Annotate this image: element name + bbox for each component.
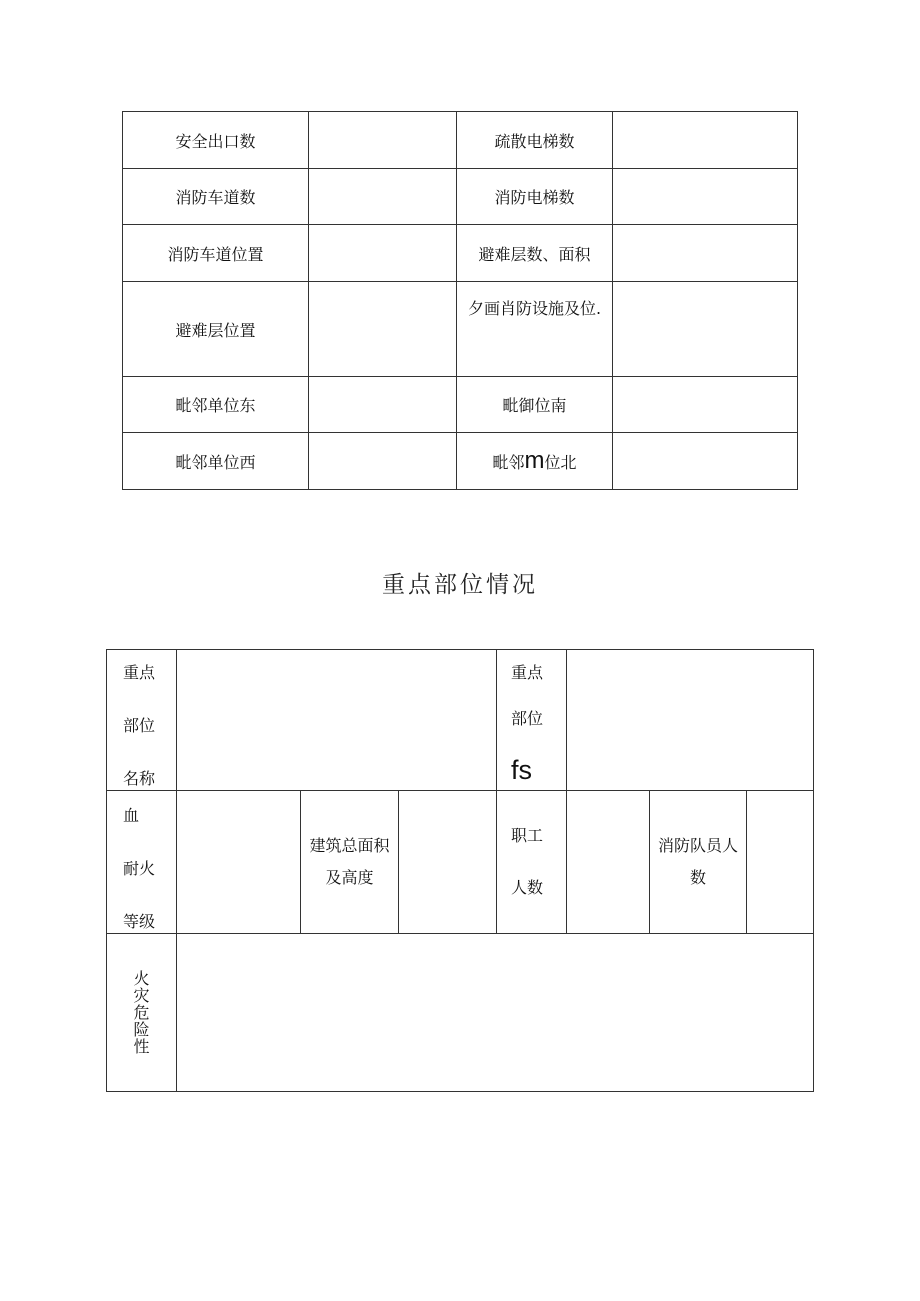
value-fire-elevators[interactable] bbox=[613, 169, 798, 225]
value-refuge-floor-location[interactable] bbox=[309, 282, 457, 377]
value-evacuation-elevators[interactable] bbox=[613, 112, 798, 169]
value-neighbor-west[interactable] bbox=[309, 433, 457, 490]
label-fire-lane-location: 消防车道位置 bbox=[123, 225, 309, 282]
label-line: 重点 bbox=[511, 663, 544, 682]
value-refuge-floors-area[interactable] bbox=[613, 225, 798, 282]
value-neighbor-east[interactable] bbox=[309, 377, 457, 433]
label-building-area-height bbox=[301, 791, 399, 934]
table-row bbox=[123, 169, 798, 225]
value-key-area-location[interactable] bbox=[567, 650, 814, 791]
label-char: 险 bbox=[133, 1020, 150, 1039]
value-building-area-height[interactable] bbox=[399, 791, 497, 934]
label-neighbor-west: 毗邻单位西 bbox=[123, 433, 309, 490]
label-line: 重点 bbox=[123, 663, 156, 682]
label-char: 危 bbox=[133, 1003, 150, 1022]
table-row bbox=[123, 282, 798, 377]
table-row bbox=[123, 225, 798, 282]
value-staff-count[interactable] bbox=[567, 791, 650, 934]
label-line: 人数 bbox=[511, 878, 544, 897]
section-title: 重点部位情况 bbox=[382, 572, 538, 598]
value-fire-lane-location[interactable] bbox=[309, 225, 457, 282]
label-firefighter-count bbox=[650, 791, 747, 934]
label-key-area-location bbox=[497, 650, 567, 791]
value-neighbor-north[interactable] bbox=[613, 433, 798, 490]
label-neighbor-south: 毗御位南 bbox=[457, 377, 613, 433]
label-evacuation-elevators: 疏散电梯数 bbox=[457, 112, 613, 169]
label-line: 消防队员人 bbox=[658, 836, 739, 855]
label-staff-count bbox=[497, 791, 567, 934]
label-line: 血 bbox=[123, 806, 140, 825]
key-area-table bbox=[106, 649, 814, 1092]
label-line: 名称 bbox=[123, 769, 156, 788]
label-line: 部位 bbox=[511, 709, 544, 728]
label-char: 灾 bbox=[133, 986, 150, 1005]
label-key-area-name bbox=[107, 650, 177, 791]
label-neighbor-north-mid: m bbox=[524, 447, 545, 474]
value-key-area-name[interactable] bbox=[177, 650, 497, 791]
label-char: 性 bbox=[133, 1037, 150, 1056]
label-line: 等级 bbox=[123, 912, 156, 931]
value-fire-rating[interactable] bbox=[177, 791, 301, 934]
table-row bbox=[107, 650, 814, 791]
value-neighbor-south[interactable] bbox=[613, 377, 798, 433]
label-refuge-floors-area: 避难层数、面积 bbox=[457, 225, 613, 282]
label-safety-exits: 安全出口数 bbox=[123, 112, 309, 169]
label-neighbor-north-post: 位北 bbox=[544, 453, 577, 472]
table-row bbox=[107, 934, 814, 1092]
label-char: 火 bbox=[133, 969, 150, 988]
label-fire-rating bbox=[107, 791, 177, 934]
value-fire-facilities[interactable] bbox=[613, 282, 798, 377]
label-line: 建筑总面积 bbox=[309, 836, 390, 855]
label-fire-lanes: 消防车道数 bbox=[123, 169, 309, 225]
label-fire-facilities: 夕画肖防设施及位. bbox=[457, 282, 613, 377]
label-line: 部位 bbox=[123, 716, 156, 735]
label-line: fs bbox=[511, 755, 533, 785]
label-neighbor-north-pre: 毗邻 bbox=[492, 453, 525, 472]
table-row bbox=[123, 433, 798, 490]
label-neighbor-north bbox=[457, 433, 613, 490]
label-neighbor-east: 毗邻单位东 bbox=[123, 377, 309, 433]
label-fire-elevators: 消防电梯数 bbox=[457, 169, 613, 225]
label-line: 及高度 bbox=[325, 868, 374, 887]
table-row bbox=[107, 791, 814, 934]
building-info-table bbox=[122, 111, 798, 490]
table-row bbox=[123, 112, 798, 169]
value-fire-lanes[interactable] bbox=[309, 169, 457, 225]
label-fire-hazard bbox=[107, 934, 177, 1092]
value-firefighter-count[interactable] bbox=[747, 791, 814, 934]
value-fire-hazard[interactable] bbox=[177, 934, 814, 1092]
table-row bbox=[123, 377, 798, 433]
label-line: 职工 bbox=[511, 826, 544, 845]
label-line: 耐火 bbox=[123, 859, 156, 878]
label-line: 数 bbox=[690, 868, 707, 887]
value-safety-exits[interactable] bbox=[309, 112, 457, 169]
label-refuge-floor-location: 避难层位置 bbox=[123, 282, 309, 377]
